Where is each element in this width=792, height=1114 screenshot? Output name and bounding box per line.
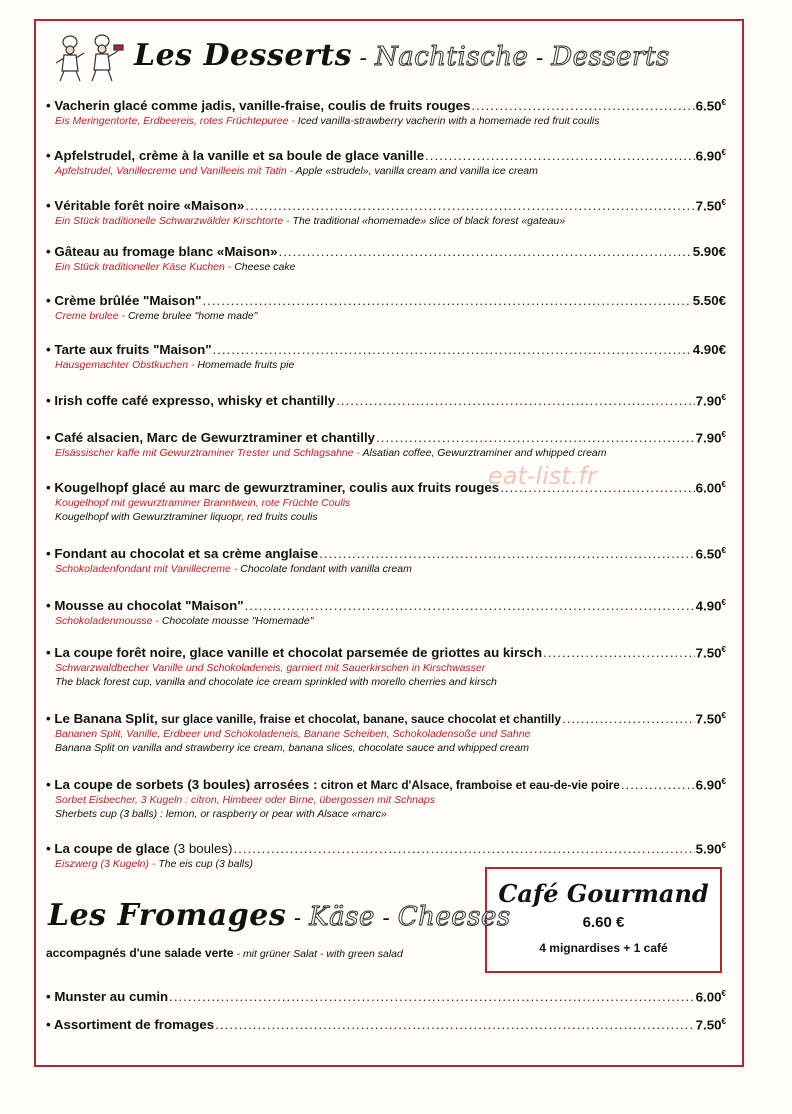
cafe-gourmand-box: [485, 867, 722, 973]
desserts-item-row: [46, 390, 726, 409]
desserts-item-price: [696, 642, 726, 661]
price-value: 7.90: [695, 393, 722, 409]
bullet: •: [46, 480, 51, 496]
desserts-item-translation: [46, 614, 726, 628]
english-translation: Cheese cake: [234, 261, 296, 273]
watermark: eat-list.fr: [488, 462, 597, 490]
translation-separator: -: [283, 215, 293, 228]
chefs-illustration-icon: [50, 33, 126, 83]
cheeses-item-price: [696, 1014, 726, 1033]
euro-sign: €: [721, 989, 726, 998]
desserts-item-name: [46, 148, 424, 164]
bullet: •: [46, 244, 51, 259]
bullet: •: [46, 598, 51, 614]
translation-separator: -: [286, 165, 296, 178]
price-value: 5.50€: [692, 293, 726, 308]
price-value: 6.90: [695, 777, 722, 793]
desserts-item: [46, 145, 726, 178]
desserts-item-name: [46, 645, 542, 661]
desserts-item-price: [696, 543, 726, 562]
desserts-item-translation: [46, 793, 726, 807]
euro-sign: €: [721, 841, 726, 850]
desserts-item-title: Crème brûlée "Maison": [54, 293, 202, 308]
desserts-item-title: Irish coffe café expresso, whisky et chantilly: [54, 393, 336, 409]
desserts-item: [46, 642, 726, 689]
desserts-item-detail: sur glace vanille, fraise et chocolat, banane, sauce chocolat et chantilly: [157, 712, 562, 727]
desserts-item-row: [46, 244, 726, 260]
desserts-item: [46, 595, 726, 628]
desserts-item-price: [696, 477, 726, 496]
desserts-item-name: [46, 244, 278, 260]
cheeses-item-title: Assortiment de fromages: [53, 1017, 215, 1033]
title-separator: -: [528, 46, 552, 71]
german-translation: Schokoladenfondant mit Vanillecreme: [55, 563, 231, 576]
desserts-item-name: [46, 480, 499, 496]
german-translation: Hausgemachter Obstkuchen: [55, 359, 189, 371]
desserts-item-title: Café alsacien, Marc de Gewurztraminer et chantilly: [54, 430, 376, 446]
desserts-item-price: [693, 244, 726, 260]
german-translation: Ein Stück traditioneller Käse Kuchen: [55, 261, 225, 273]
desserts-item-row: [46, 477, 726, 496]
desserts-item: [46, 427, 726, 460]
english-translation: Banana Split on vanilla and strawberry ice cream, banana slices, chocolate sauce and whipped cream: [55, 742, 529, 755]
desserts-item-price: [696, 390, 726, 409]
cheese-subtitle-fr: accompagnés d'une salade verte: [46, 946, 234, 960]
desserts-item-price: [696, 595, 726, 614]
cheeses-item-name: [46, 1017, 214, 1033]
price-value: 6.00: [695, 480, 722, 496]
english-translation: Kougelhopf with Gewurztraminer liquopr, red fruits coulis: [55, 511, 318, 524]
cheese-subtitle: [46, 946, 403, 960]
bullet: •: [46, 546, 51, 562]
desserts-item-translation: [46, 164, 726, 178]
desserts-item-translation: [46, 260, 726, 274]
leader-dots: [376, 430, 695, 446]
desserts-item-title: Tarte aux fruits "Maison": [54, 342, 212, 357]
english-translation: Creme brulee "home made": [127, 310, 258, 322]
desserts-item-translation: [46, 661, 726, 675]
desserts-item-price: [696, 145, 726, 164]
title-separator: -: [286, 906, 310, 931]
german-translation: Ein Stück traditionelle Schwarzwälder Kirschtorte: [55, 215, 284, 228]
bullet: •: [46, 1017, 51, 1033]
desserts-item-row: [46, 145, 726, 164]
german-translation: Bananen Split, Vanille, Erdbeer und Schokoladeneis, Banane Scheiben, Schokoladensoße und Sahne: [55, 728, 531, 741]
desserts-item-translation: [46, 214, 726, 228]
desserts-item-title: La coupe de glace: [54, 841, 170, 857]
desserts-item-translation: [46, 446, 726, 460]
desserts-item-title: Gâteau au fromage blanc «Maison»: [54, 244, 278, 259]
desserts-item-title: Apfelstrudel, crème à la vanille et sa boule de glace vanille: [53, 148, 425, 164]
german-translation: Schokoladenmousse: [55, 615, 153, 628]
german-translation: Kougelhopf mit gewurztraminer Branntwein, rote Früchte Coulis: [55, 497, 351, 510]
desserts-item-name: [46, 430, 375, 446]
desserts-item-row: [46, 95, 726, 114]
price-value: 4.90: [695, 598, 722, 614]
desserts-item-title: Mousse au chocolat "Maison": [54, 598, 244, 614]
german-translation: Sorbet Eisbecher, 3 Kugeln : citron, Himbeer oder Birne, übergossen mit Schnaps: [55, 794, 435, 807]
translation-separator: -: [224, 261, 235, 273]
bullet: •: [46, 841, 51, 857]
english-translation: The black forest cup, vanilla and chocolate ice cream sprinkled with morello cherries and kirsch: [55, 676, 497, 689]
desserts-item-row: [46, 293, 726, 309]
cheeses-title-en: Cheeses: [397, 902, 511, 932]
cheeses-item-row: [46, 986, 726, 1005]
bullet: •: [46, 645, 51, 661]
english-translation: Sherbets cup (3 balls) : lemon, or raspberry or pear with Alsace «marc»: [55, 808, 387, 821]
desserts-item-title: La coupe forêt noire, glace vanille et chocolat parsemée de griottes au kirsch: [54, 645, 543, 661]
leader-dots: [279, 244, 692, 260]
desserts-item-price: [693, 293, 726, 309]
bullet: •: [46, 98, 51, 114]
desserts-title: [134, 38, 670, 73]
desserts-item-row: [46, 642, 726, 661]
translation-separator: -: [230, 563, 241, 576]
desserts-item-translation: [46, 114, 726, 128]
price-value: 5.90€: [692, 244, 726, 259]
desserts-item-row: [46, 708, 726, 727]
desserts-item: [46, 390, 726, 409]
price-value: 4.90€: [692, 342, 726, 357]
bullet: •: [46, 293, 51, 308]
cafe-gourmand-price: 6.60 €: [582, 914, 625, 931]
price-value: 7.90: [695, 430, 722, 446]
desserts-item-name: [46, 711, 561, 727]
desserts-item: [46, 293, 726, 323]
german-translation: Elsässischer kaffe mit Gewurztraminer Trester und Schlagsahne: [55, 447, 354, 460]
cheeses-title: [48, 898, 511, 933]
cheeses-item-row: [46, 1014, 726, 1033]
desserts-item: [46, 477, 726, 524]
english-translation: The eis cup (3 balls): [158, 858, 253, 871]
desserts-item-name: [46, 98, 470, 114]
cheeses-title-main: Les Fromages: [48, 898, 287, 933]
leader-dots: [233, 841, 694, 857]
cheeses-item-title: Munster au cumin: [54, 989, 169, 1005]
desserts-item-translation: [46, 309, 726, 323]
translation-separator: -: [148, 858, 159, 871]
euro-sign: €: [721, 430, 726, 439]
desserts-item-name: [46, 293, 201, 309]
leader-dots: [543, 645, 695, 661]
desserts-item-row: [46, 595, 726, 614]
english-translation: Chocolate fondant with vanilla cream: [240, 563, 412, 576]
desserts-item-name: [46, 598, 244, 614]
cafe-gourmand-title: Café Gourmand: [498, 879, 709, 908]
price-value: 7.50: [695, 1017, 722, 1033]
desserts-item-row: [46, 838, 726, 857]
desserts-title-en: Desserts: [551, 42, 670, 72]
bullet: •: [46, 393, 51, 409]
desserts-item-title: Kougelhopf glacé au marc de gewurztraminer, coulis aux fruits rouges: [54, 480, 500, 496]
cheeses-title-de: Käse: [309, 902, 375, 932]
euro-sign: €: [721, 598, 726, 607]
title-separator: -: [374, 906, 398, 931]
leader-dots: [562, 711, 695, 727]
leader-dots: [319, 546, 694, 562]
desserts-item: [46, 543, 726, 576]
leader-dots: [215, 1017, 694, 1033]
desserts-item-price: [696, 195, 726, 214]
leader-dots: [621, 777, 695, 793]
desserts-item-translation: [46, 496, 726, 510]
german-translation: Creme brulee: [55, 310, 119, 322]
translation-separator: -: [118, 310, 128, 322]
desserts-item: [46, 195, 726, 228]
desserts-item-detail: citron et Marc d'Alsace, framboise et eau-de-vie poire: [317, 778, 620, 793]
desserts-item-title: Le Banana Split,: [54, 711, 158, 727]
english-translation: The traditional «homemade» slice of black forest «gateau»: [292, 215, 566, 228]
price-value: 6.50: [695, 546, 722, 562]
german-translation: Schwarzwaldbecher Vanille und Schokoladeneis, garniert mit Sauerkirschen in Kirschwasser: [55, 662, 486, 675]
euro-sign: €: [721, 546, 726, 555]
leader-dots: [202, 293, 691, 309]
desserts-item-name: [46, 841, 232, 857]
english-translation: Apple «strudel», vanilla cream and vanilla ice cream: [295, 165, 538, 178]
cheeses-item-name: [46, 989, 168, 1005]
desserts-title-main: Les Desserts: [134, 38, 353, 73]
leader-dots: [169, 989, 695, 1005]
euro-sign: €: [721, 393, 726, 402]
translation-separator: -: [188, 359, 198, 371]
desserts-item: [46, 708, 726, 755]
price-value: 6.00: [695, 989, 722, 1005]
leader-dots: [213, 342, 692, 358]
english-translation: Homemade fruits pie: [197, 359, 295, 371]
price-value: 5.90: [695, 841, 722, 857]
desserts-item-title: La coupe de sorbets (3 boules) arrosées :: [54, 777, 318, 793]
euro-sign: €: [721, 645, 726, 654]
translation-separator: -: [152, 615, 162, 628]
desserts-item-name: [46, 342, 212, 358]
desserts-title-de: Nachtische: [374, 42, 529, 72]
price-value: 6.50: [695, 98, 722, 114]
desserts-item-row: [46, 342, 726, 358]
title-separator: -: [352, 46, 375, 71]
euro-sign: €: [721, 777, 726, 786]
leader-dots: [245, 598, 695, 614]
desserts-item-price: [696, 838, 726, 857]
desserts-item-name: [46, 546, 318, 562]
desserts-item: [46, 774, 726, 821]
bullet: •: [46, 777, 51, 793]
desserts-item-translation: [46, 727, 726, 741]
cheeses-item: [46, 1014, 726, 1033]
translation-separator: -: [353, 447, 363, 460]
leader-dots: [425, 148, 695, 164]
desserts-item-price: [696, 95, 726, 114]
leader-dots: [336, 393, 694, 409]
desserts-item-price: [696, 708, 726, 727]
euro-sign: €: [721, 98, 726, 107]
bullet: •: [46, 430, 51, 446]
cheeses-item: [46, 986, 726, 1005]
euro-sign: €: [721, 1017, 726, 1026]
desserts-item-translation: [46, 358, 726, 372]
translation-separator: -: [288, 115, 298, 128]
desserts-item-row: [46, 195, 726, 214]
english-translation: Alsatian coffee, Gewurztraminer and whipped cream: [362, 447, 607, 460]
price-value: 7.50: [695, 198, 722, 214]
desserts-item-detail: (3 boules): [169, 841, 233, 857]
desserts-item: [46, 342, 726, 372]
bullet: •: [46, 711, 51, 727]
price-value: 6.90: [695, 148, 722, 164]
leader-dots: [471, 98, 694, 114]
english-translation: Iced vanilla-strawberry vacherin with a homemade red fruit coulis: [297, 115, 600, 128]
desserts-item: [46, 95, 726, 128]
euro-sign: €: [721, 711, 726, 720]
price-value: 7.50: [695, 645, 722, 661]
price-value: 7.50: [695, 711, 722, 727]
euro-sign: €: [721, 148, 726, 157]
desserts-item-name: [46, 393, 335, 409]
desserts-item-name: [46, 777, 620, 793]
desserts-item-row: [46, 774, 726, 793]
desserts-item-row: [46, 543, 726, 562]
bullet: •: [46, 342, 51, 357]
leader-dots: [245, 198, 694, 214]
euro-sign: €: [721, 480, 726, 489]
desserts-item-title: Fondant au chocolat et sa crème anglaise: [54, 546, 319, 562]
desserts-item-title: Véritable forêt noire «Maison»: [54, 198, 245, 214]
desserts-item-price: [696, 427, 726, 446]
german-translation: Eis Meringentorte, Erdbeereis, rotes Früchtepuree: [55, 115, 289, 128]
desserts-item-name: [46, 198, 244, 214]
desserts-item-row: [46, 427, 726, 446]
german-translation: Apfelstrudel, Vanillecreme und Vanilleeis mit Tatin: [55, 165, 287, 178]
desserts-item: [46, 244, 726, 274]
bullet: •: [46, 148, 51, 164]
bullet: •: [46, 198, 51, 214]
bullet: •: [46, 989, 51, 1005]
desserts-item-price: [693, 342, 726, 358]
desserts-item-price: [696, 774, 726, 793]
desserts-item-translation: [46, 562, 726, 576]
cafe-gourmand-desc: 4 mignardises + 1 café: [539, 941, 668, 955]
cheeses-item-price: [696, 986, 726, 1005]
desserts-item-title: Vacherin glacé comme jadis, vanille-fraise, coulis de fruits rouges: [54, 98, 471, 114]
german-translation: Eiszwerg (3 Kugeln): [55, 858, 149, 871]
euro-sign: €: [721, 198, 726, 207]
cheese-subtitle-translation: - mit grüner Salat - with green salad: [233, 948, 403, 960]
english-translation: Chocolate mousse "Homemade": [161, 615, 314, 628]
